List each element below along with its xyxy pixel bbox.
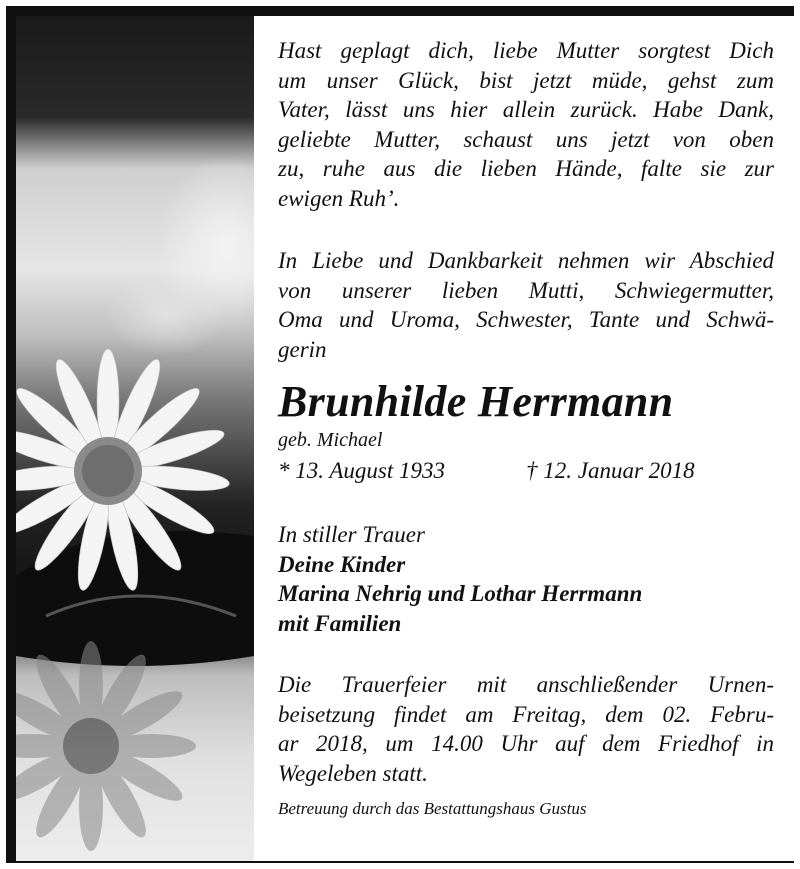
maiden-name: geb. Michael <box>278 429 383 451</box>
mourners-block <box>278 520 774 638</box>
mourners-names: Marina Nehrig und Lothar Herrmann <box>278 581 643 606</box>
notice-text <box>278 36 774 820</box>
death-date: † 12. Januar 2018 <box>526 458 695 483</box>
farewell-line: Oma und Uroma, Schwester, Tante und Schwä- <box>278 307 774 332</box>
farewell-line: In Liebe und Dankbarkeit nehmen wir Abschied <box>278 248 774 273</box>
poem-line: um unser Glück, bist jetzt müde, gehst zum <box>278 67 774 93</box>
poem-line: Hast geplagt dich, liebe Mutter sorgtest Dich <box>278 38 774 63</box>
poem-line: geliebte Mutter, schaust uns jetzt von oben <box>278 126 774 152</box>
mourning-intro: In stiller Trauer <box>278 522 425 547</box>
notice-frame <box>6 6 794 863</box>
funeral-line: beisetzung findet am Freitag, dem 02. Febru- <box>278 701 774 727</box>
mourners-children: Deine Kinder <box>278 551 406 577</box>
life-dates <box>278 456 774 486</box>
funeral-info <box>278 670 774 788</box>
farewell-line: von unserer lieben Mutti, Schwiegermutter, <box>278 277 774 303</box>
poem-line: ewigen Ruh’. <box>278 185 400 211</box>
daisy-photo <box>16 16 254 861</box>
daisy-illustration <box>16 16 254 861</box>
notice-body <box>16 16 794 861</box>
poem-line: Vater, lässt uns hier allein zurück. Habe Dank, <box>278 97 774 122</box>
care-note: Betreuung durch das Bestattungshaus Gustus <box>278 799 587 818</box>
birth-date: * 13. August 1933 <box>278 458 445 483</box>
funeral-line: ar 2018, um 14.00 Uhr auf dem Friedhof in <box>278 731 774 756</box>
funeral-line: Die Trauerfeier mit anschließender Urnen- <box>278 672 774 697</box>
funeral-line: Wegeleben statt. <box>278 760 428 786</box>
poem <box>278 36 774 213</box>
poem-line: zu, ruhe aus die lieben Hände, falte sie zur <box>278 156 774 181</box>
farewell-line: gerin <box>278 336 327 362</box>
mourners-families: mit Familien <box>278 610 402 636</box>
deceased-name: Brunhilde Herrmann <box>278 377 674 426</box>
farewell-text <box>278 246 774 364</box>
